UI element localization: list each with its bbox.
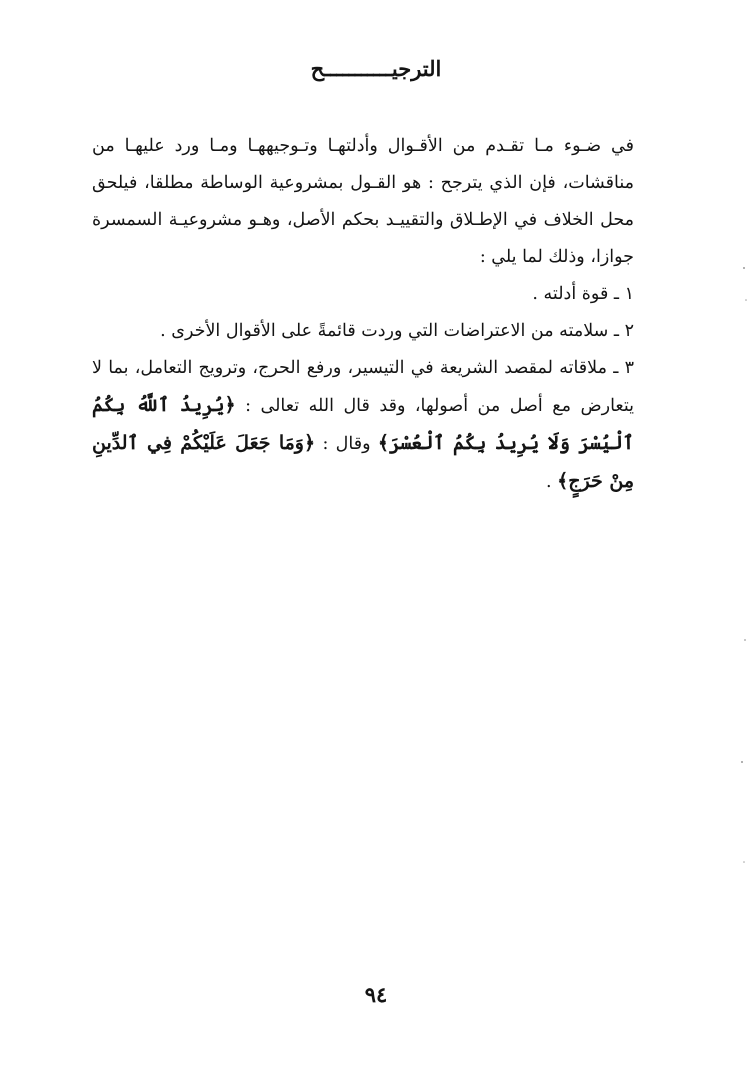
quran-quote-2: ﴿وَمَا جَعَلَ عَلَيْكُمْ فِي ٱلدِّينِ مِنْ حَرَجٍ﴾ [92,432,634,492]
list-item-1: ١ ـ قوة أدلته . [532,284,634,304]
list-item-2: ٢ ـ سلامته من الاعتراضات التي وردت قائمةً على الأقوال الأخرى . [160,321,634,341]
quran-quote-1: ﴿يُرِيدُ ٱللَّهُ بِكُمُ ٱلْيُسْرَ وَلَا يُرِيدُ بِكُمُ ٱلْعُسْرَ﴾ [92,394,634,454]
list-item-3-connector: وقال : [315,434,378,454]
intro-paragraph: في ضـوء مـا تقـدم من الأقـوال وأدلتهـا وتـوجيههـا ومـا ورد عليهـا من مناقشات، فإن الذي يترجح : هو القـول بمشروعية الوساطة مطلقا، فيلحق محل الخلاف في الإطـلاق والتقييـد بحكم الأصل، وهـو مشروعيـة السمسرة جوازا، وذلك لما يلي : [92,136,634,267]
scan-speck [741,761,743,763]
body-text [92,128,634,501]
scan-speck [743,861,745,863]
list-item-3-end: . [545,472,558,492]
list-item-3-text: ٣ ـ ملاقاته لمقصد الشريعة في التيسير، ورفع الحرج، وترويج التعامل، بما لا يتعارض مع أصل من أصولها، وقد قال الله تعالى : [92,358,634,416]
scan-speck [744,639,746,641]
scan-speck [745,299,747,301]
page-number: ٩٤ [364,982,388,1007]
list-item-3 [92,350,634,501]
section-heading: الترجيـــــــــــح [310,56,442,81]
scan-speck [743,267,745,269]
